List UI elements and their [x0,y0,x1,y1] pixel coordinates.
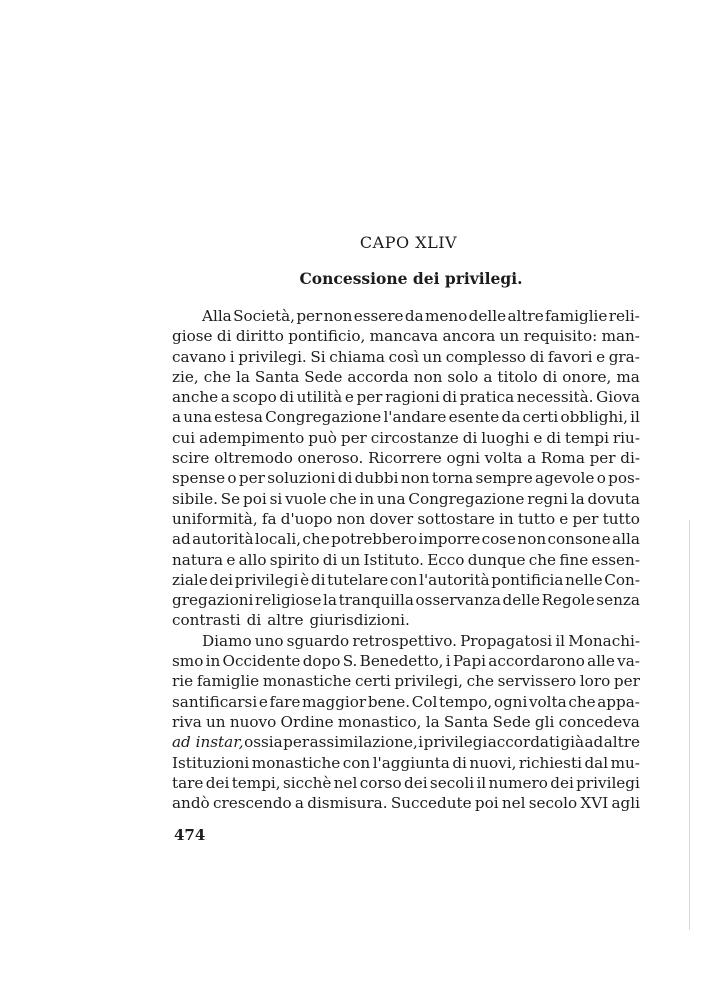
page-number: 474 [174,826,206,844]
chapter-heading: CAPO XLIV [359,233,458,252]
text-line: uniformità, fa d'uopo non dover sottostare in tutto e per tutto [172,509,640,528]
text-line: ad instar, ossia per assimilazione, i privilegi accordati già ad altre [172,733,640,752]
scan-margin-line [689,520,690,930]
text-line: contrasti di altre giurisdizioni. [172,611,410,630]
text-line: cui adempimento può per circostanze di luoghi e di tempi riu- [172,428,640,447]
text-line: giose di diritto pontificio, mancava ancora un requisito: man- [172,327,640,346]
text-line: Diamo uno sguardo retrospettivo. Propagatosi il Monachi- [202,631,640,650]
text-line: gregazioni religiose la tranquilla osservanza delle Regole senza [172,591,640,610]
text-line: smo in Occidente dopo S. Benedetto, i Papi accordarono alle va- [172,652,640,671]
text-line: scire oltremodo oneroso. Ricorrere ogni volta a Roma per di- [172,449,640,468]
text-line: ad autorità locali, che potrebbero imporre cose non consone alla [172,530,640,549]
text-line: sibile. Se poi si vuole che in una Congregazione regni la dovuta [172,489,640,508]
text-line: zie, che la Santa Sede accorda non solo a titolo di onore, ma [172,367,640,386]
text-line: Istituzioni monastiche con l'aggiunta di nuovi, richiesti dal mu- [172,753,640,772]
text-line: riva un nuovo Ordine monastico, la Santa Sede gli concedeva [172,712,640,731]
text-line: santificarsi e fare maggior bene. Col tempo, ogni volta che appa- [172,692,640,711]
text-line: natura e allo spirito di un Istituto. Ecco dunque che fine essen- [172,550,640,569]
text-line: cavano i privilegi. Si chiama così un complesso di favori e gra- [172,347,640,366]
body-text [172,306,640,813]
text-line: ziale dei privilegi è di tutelare con l'autorità pontificia nelle Con- [172,570,640,589]
text-line: Alla Società, per non essere da meno delle altre famiglie reli- [202,307,640,325]
text-line: a una estesa Congregazione l'andare esente da certi obblighi, il [172,408,640,427]
text-line: spense o per soluzioni di dubbi non torna sempre agevole o pos- [172,469,640,488]
chapter-title: Concessione dei privilegi. [299,269,523,288]
text-line: anche a scopo di utilità e per ragioni di pratica necessità. Giova [172,388,640,407]
text-line: tare dei tempi, sicchè nel corso dei secoli il numero dei privilegi [172,773,640,792]
text-line: rie famiglie monastiche certi privilegi, che servissero loro per [172,672,640,691]
text-line: andò crescendo a dismisura. Succedute poi nel secolo XVI agli [172,794,640,813]
